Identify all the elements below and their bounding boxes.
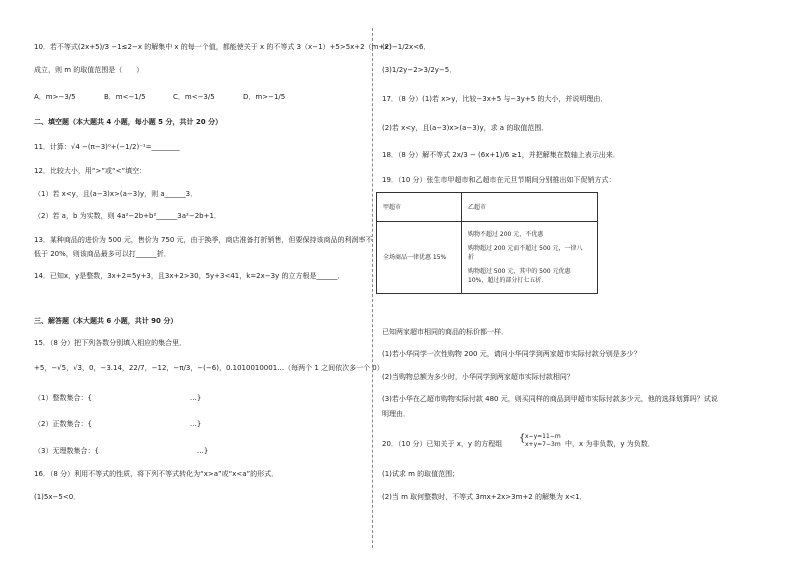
- q18: 18．（8 分）解不等式 2x/3 − (6x+1)/6 ≥1，并把解集在数轴上表示出来．: [382, 151, 620, 159]
- q10-line1: 10．若不等式(2x+5)/3 −1≤2−x 的解集中 x 的每一个值，都能使关于 x 的不等式 3（x−1）+5>5x+2（m+x）: [34, 43, 396, 51]
- q19-part1: (1)若小华同学一次性购物 200 元，请问小华同学到两家超市实际付款分别是多少？: [382, 350, 641, 358]
- q20-brace: {: [519, 433, 526, 444]
- q12: 12．比较大小，用“>”或“<”填空：: [34, 167, 147, 175]
- q16-part2: (2)−1/2x<6．: [382, 43, 431, 51]
- q19-part2: (2)当购物总额为多少时，小华同学到两家超市实际付款相同？: [382, 373, 574, 381]
- q19: 19．（10 分）张生市甲超市和乙超市在元旦节期间分别推出如下促销方式：: [382, 176, 616, 184]
- table-cell-yi-rules: [462, 222, 598, 294]
- q10-line2: 成立，则 m 的取值范围是（ ）: [34, 66, 144, 74]
- after-table-note: 已知两家超市相同的商品的标价都一样．: [382, 328, 508, 336]
- table-header-jia: 甲超市: [377, 193, 462, 222]
- q19-part3-line1: (3)若小华在乙超市购物实际付款 480 元，则买同样的商品到甲超市实际付款多少元，他的选择划算吗？试说: [382, 395, 718, 403]
- q20-intro: 20．（10 分）已知关于 x，y 的方程组: [382, 440, 503, 448]
- q15-set-positives: （2）正数集合：{ …}: [34, 420, 202, 428]
- q20-part1: (1)试求 m 的取值范围；: [382, 470, 460, 478]
- q10-option-c: C．m<−3/5: [173, 93, 215, 101]
- yi-rule-3b: 10%，超过的部分打七五折．: [468, 277, 548, 284]
- q17-part1: 17．（8 分）(1)若 x>y，比较−3x+5 与−3y+5 的大小，并说明理由．: [382, 95, 608, 103]
- promotion-table: [376, 192, 598, 294]
- q13-line2: 低于 20%，则该商品最多可以打______折．: [34, 250, 171, 258]
- table-header-yi: 乙超市: [462, 193, 598, 222]
- yi-rule-2b: 折: [468, 254, 475, 261]
- q16-part3: (3)1/2y−2>3/2y−5．: [382, 66, 457, 74]
- table-cell-jia-discount: 全场商品一律优惠 15%: [377, 222, 462, 294]
- q19-part3-line2: 明理由．: [382, 410, 410, 418]
- q15-set-integers: （1）整数集合：{ …}: [34, 394, 202, 402]
- q15-set-irrationals: （3）无理数集合：{ …}: [34, 447, 209, 455]
- section2-title: 二、填空题（本大题共 4 小题，每小题 5 分，共计 20 分）: [34, 118, 223, 126]
- q15: 15．（8 分）把下列各数分别填入相应的集合里．: [34, 339, 187, 347]
- q16: 16．（8 分）利用不等式的性质，将下列不等式转化为“x>a”或“x<a”的形式．: [34, 470, 279, 478]
- q14: 14．已知x，y是整数，3x+2=5y+3，且3x+2>30，5y+3<41，k=2x−3y 的立方根是______．: [34, 272, 345, 280]
- column-divider: [372, 28, 373, 548]
- q10-option-b: B．m<−1/5: [104, 93, 146, 101]
- q20-equation2: x+y=7−3m: [525, 441, 561, 448]
- q16-part1: (1)5x−5<0．: [34, 493, 81, 501]
- q12-part1: （1）若 x<y，且(a−3)x>(a−3)y，则 a______3．: [34, 190, 198, 198]
- yi-rule-2a: 购物超过 200 元而不超过 500 元，一律八: [468, 245, 583, 252]
- yi-rule-3a: 购物超过 500 元，其中的 500 元优惠: [468, 268, 571, 275]
- q12-part2: （2）若 a，b 为实数，则 4a²−2b+b²______3a²−2b+1．: [34, 212, 221, 220]
- q20-equation1: x−y=11−m: [525, 433, 561, 440]
- section3-title: 三、解答题（本大题共 6 小题，共计 90 分）: [34, 317, 178, 325]
- q10-option-a: A．m>−3/5: [34, 93, 76, 101]
- q20-part2: (2)当 m 取何整数时，不等式 3mx+2x>3m+2 的解集为 x<1．: [382, 493, 587, 501]
- q17-part2: (2)若 x<y，且(a−3)x>(a−3)y，求 a 的取值范围．: [382, 124, 549, 132]
- q15-numbers: +5，−√5，√3，0，−3.14，22/7，−12，−π/3，−(−6)，0.1010010001…（每两个 1 之间依次多一个 0）: [34, 364, 384, 372]
- q10-option-d: D．m>−1/5: [243, 93, 286, 101]
- q11: 11．计算：√4 −(π−3)⁰+(−1/2)⁻¹=________: [34, 143, 180, 151]
- q13-line1: 13．某种商品的进价为 500 元，售价为 750 元，由于换季，商店准备打折销售，但要保持该商品的利润率不: [34, 236, 373, 244]
- table-body-row: [377, 222, 598, 294]
- table-header-row: [377, 193, 598, 222]
- q20-condition: 中，x 为非负数，y 为负数．: [565, 440, 655, 448]
- yi-rule-1: 购物不超过 200 元，不优惠: [468, 231, 544, 238]
